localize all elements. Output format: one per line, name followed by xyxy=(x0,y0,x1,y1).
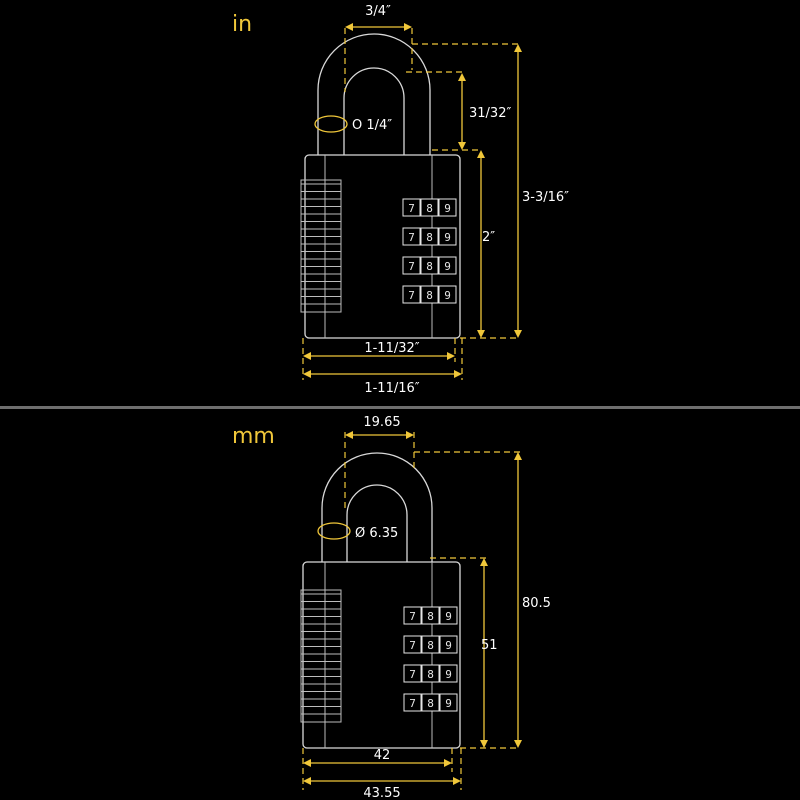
dial-digit: 9 xyxy=(444,202,451,215)
dim-total-width: 43.55 xyxy=(363,786,401,800)
dial-digit: 9 xyxy=(445,668,452,681)
dial-digit: 9 xyxy=(444,289,451,302)
dial-digit: 8 xyxy=(426,202,433,215)
unit-label-mm: mm xyxy=(232,424,275,449)
dial-digit: 7 xyxy=(408,231,415,244)
dim-body-width: 1-11/32″ xyxy=(364,341,420,356)
dial-digit: 7 xyxy=(409,668,416,681)
dim-shackle-width: 19.65 xyxy=(363,415,401,430)
dial-digit: 8 xyxy=(427,610,434,623)
dim-shackle-diameter: Ø 6.35 xyxy=(355,526,399,541)
dial-digit: 8 xyxy=(427,697,434,710)
dial-digit: 7 xyxy=(409,639,416,652)
dial-digit: 9 xyxy=(444,260,451,273)
dial-digit: 8 xyxy=(427,668,434,681)
dial-digit: 7 xyxy=(409,697,416,710)
unit-label-in: in xyxy=(232,12,253,37)
dim-total-width: 1-11/16″ xyxy=(364,381,420,396)
dial-digit: 7 xyxy=(408,260,415,273)
dim-body-width: 42 xyxy=(373,748,391,763)
dial-digit: 8 xyxy=(426,289,433,302)
dial-digit: 9 xyxy=(444,231,451,244)
dial-digit: 9 xyxy=(445,697,452,710)
dim-body-height: 2″ xyxy=(482,230,496,245)
dial-digit: 7 xyxy=(408,202,415,215)
dial-digit: 9 xyxy=(445,610,452,623)
dim-shackle-width: 3/4″ xyxy=(365,4,391,19)
dim-total-height: 3-3/16″ xyxy=(522,190,570,205)
dial-digit: 8 xyxy=(426,260,433,273)
dim-body-height: 51 xyxy=(481,638,498,653)
dial-digit: 7 xyxy=(408,289,415,302)
dim-total-height: 80.5 xyxy=(522,596,551,611)
dial-digit: 9 xyxy=(445,639,452,652)
dim-shackle-diameter: O 1/4″ xyxy=(352,118,393,133)
dial-digit: 7 xyxy=(409,610,416,623)
dial-digit: 8 xyxy=(426,231,433,244)
dial-digit: 8 xyxy=(427,639,434,652)
dim-shackle-clearance: 31/32″ xyxy=(469,106,512,121)
panel-divider xyxy=(0,406,800,409)
